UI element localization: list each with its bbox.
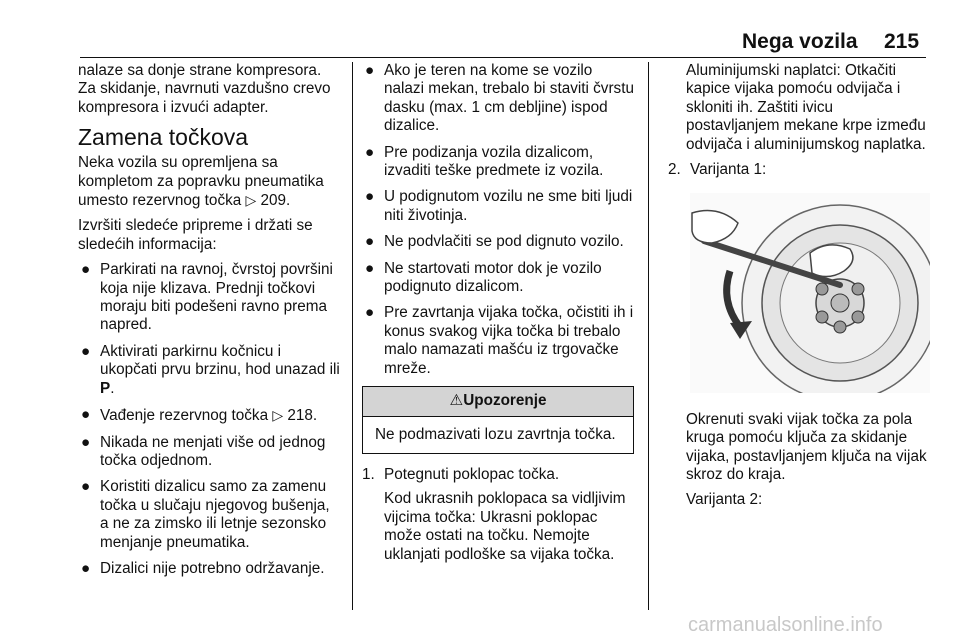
warning-box <box>362 386 634 454</box>
list-item: ● Dizalici nije potrebno održavanje. <box>81 559 325 577</box>
bullet-icon: ● <box>365 62 375 79</box>
arrow-ref-icon: ▷ <box>272 407 284 424</box>
step-number: 1. <box>362 465 375 483</box>
bullet-icon: ● <box>81 406 91 424</box>
page-ref: 209. <box>260 192 291 210</box>
bullet-icon: ● <box>81 261 91 279</box>
step-subtext: Kod ukrasnih poklopaca sa vidljivim vijcima točka: Ukrasni poklopac može ostati na točku. Nemojte uklanjati podloške sa vijaka točka. <box>384 490 626 563</box>
wheel-wrench-illustration-icon <box>690 193 930 393</box>
warning-body: Ne podmazivati lozu zavrtnja točka. <box>375 425 616 443</box>
list-item: ● Pre zavrtanja vijaka točka, očistiti ih i konus svakog vijka točka bi trebalo malo namazati mašću iz trgovačke mreže. <box>365 304 634 377</box>
bullet-icon: ● <box>365 304 375 322</box>
bullet-icon: ● <box>365 188 375 206</box>
page-header-title: Nega vozila <box>742 30 858 53</box>
page-ref: 218. <box>287 407 318 425</box>
bullet-list <box>362 62 634 378</box>
paragraph: Neka vozila su opremljena sa kompletom za popravku pneumatika umesto rezervnog točka ▷ 209. <box>78 154 324 210</box>
bullet-icon: ● <box>365 233 375 251</box>
continued-text: Aluminijumski naplatci: Otkačiti kapice vijaka pomoću odvijača i skloniti ih. Zaštiti ivicu postavljanjem mekane krpe između odvijača i aluminijumskog naplatka. <box>686 62 926 153</box>
list-item: ● Vađenje rezervnog točka ▷ 218. <box>81 406 318 425</box>
list-item: ● Ne podvlačiti se pod dignuto vozilo. <box>365 233 624 251</box>
list-item: ● Ako je teren na kome se vozilo nalazi mekan, trebalo bi staviti čvrstu dasku (max. 1 cm debljine) ispod dizalice. <box>365 62 634 135</box>
warning-triangle-icon: ⚠ <box>449 392 464 410</box>
list-item: ● Pre podizanja vozila dizalicom, izvaditi teške predmete iz vozila. <box>365 143 604 180</box>
column-divider <box>648 62 649 610</box>
list-item: ● Aktivirati parkirnu kočnicu i ukopčati prvu brzinu, hod unazad ili P. <box>81 342 340 397</box>
list-item: ● Parkirati na ravnoj, čvrstoj površini koja nije klizava. Prednji točkovi moraju biti podešeni ravno prema napred. <box>81 261 333 334</box>
column-2 <box>362 62 634 570</box>
step-item: 1. Potegnuti poklopac točka. Kod ukrasnih poklopaca sa vidljivim vijcima točka: Ukrasni poklopac može ostati na točku. Nemojte uklanjati podloške sa vijaka točka. <box>362 466 634 564</box>
step-item: 2. Varijanta 1: <box>668 161 767 179</box>
page-number: 215 <box>884 30 920 53</box>
list-item: ● Nikada ne menjati više od jednog točka odjednom. <box>81 433 326 469</box>
continued-text: nalaze sa donje strane kompresora. Za skidanje, navrnuti vazdušno crevo kompresora i izvući adapter. <box>78 62 331 116</box>
list-item: ● Ne startovati motor dok je vozilo podignuto dizalicom. <box>365 259 602 296</box>
warning-header: ⚠Upozorenje <box>363 387 633 416</box>
watermark: carmanualsonline.info <box>688 614 883 636</box>
section-heading: Zamena točkova <box>78 124 249 151</box>
list-item: ● U podignutom vozilu ne sme biti ljudi niti životinja. <box>365 188 633 224</box>
bullet-icon: ● <box>81 433 91 451</box>
arrow-ref-icon: ▷ <box>245 192 257 209</box>
bullet-list <box>78 261 340 578</box>
bullet-icon: ● <box>365 143 375 161</box>
paragraph: Izvršiti sledeće pripreme i držati se sledećih informacija: <box>78 217 313 253</box>
bullet-icon: ● <box>81 478 91 496</box>
step-subtext: Okrenuti svaki vijak točka za pola kruga pomoću ključa za skidanje vijaka, postavljanjem ključa na vijak skroz do kraja. <box>686 410 927 484</box>
list-item: ● Koristiti dizalicu samo za zamenu točka u slučaju njegovog bušenja, a ne za zimsko ili letnje sezonsko menjanje pneumatika. <box>81 478 330 551</box>
column-3 <box>668 62 930 517</box>
step-number: 2. <box>668 161 681 179</box>
bullet-icon: ● <box>365 259 375 277</box>
column-1 <box>78 62 340 586</box>
column-divider <box>352 62 353 610</box>
header-rule <box>80 57 926 58</box>
step-subtext: Varijanta 2: <box>686 491 763 509</box>
bullet-icon: ● <box>81 342 91 360</box>
bullet-icon: ● <box>81 559 91 577</box>
